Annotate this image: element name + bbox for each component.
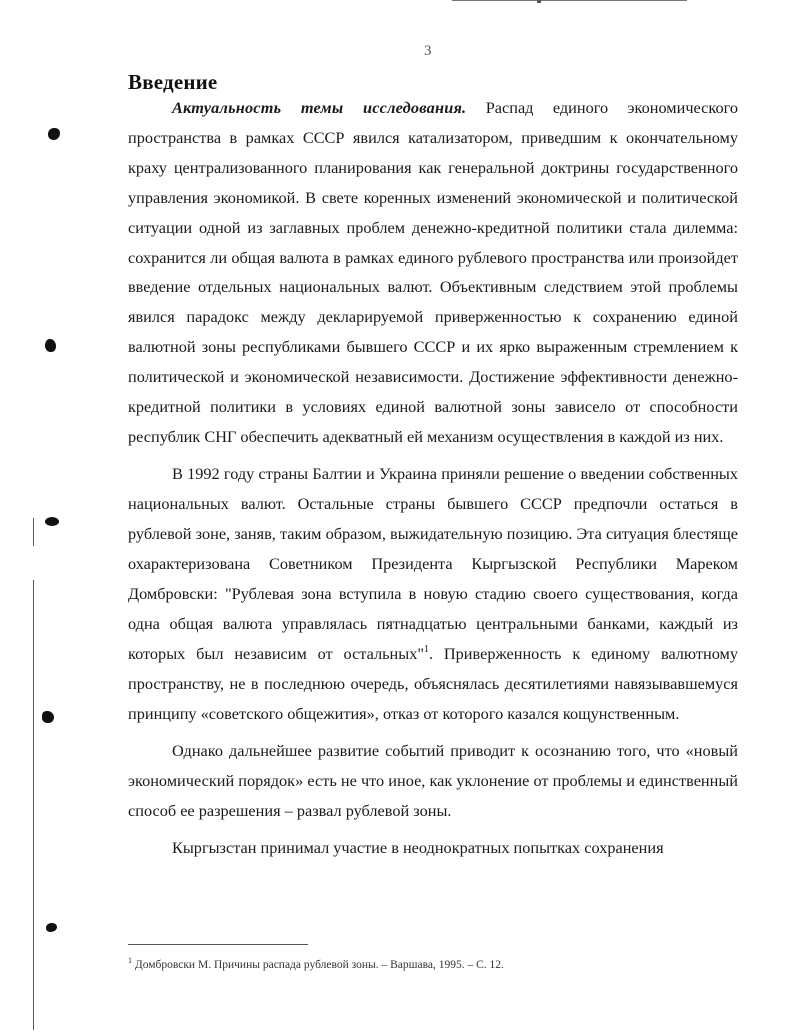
footnote-separator (128, 944, 308, 945)
paragraph: Кыргызстан принимал участие в неоднократных попытках сохранения (172, 838, 664, 858)
binding-hole-mark (48, 128, 60, 140)
paragraph-text: В 1992 году страны Балтии и Украина приняли решение о введении собственных национальных валют. Остальные страны бывшего СССР предпочли остаться в рублевой зоне, заняв, таким образом, выжидательную позицию. Эта ситуация блестяще охарактеризована Советником Президента Кыргызской Республики Мареком Домбровски: "Рублевая зона вступила в новую стадию своего существования, когда одна общая валюта управлялась пятнадцатью центральными банками, каждый из которых был независим от остальных" (128, 464, 738, 663)
paragraph-text: Распад единого экономического пространства в рамках СССР явился катализатором, приведшим к окончательному краху централизованного планирования как генеральной доктрины государственного управления экономикой. В свете коренных изменений экономической и политической ситуации одной из заглавных проблем денежно-кредитной политики стала дилемма: сохранится ли общая валюта в рамках единого рублевого пространства или произойдет введение отдельных национальных валют. Объективным следствием этой проблемы явился парадокс между декларируемой приверженностью к сохранению единой валютной зоны республиками бывшего СССР и их ярко выраженным стремлением к политической и экономической независимости. Достижение эффективности денежно-кредитной политики в условиях единой валютной зоны зависело от способности республик СНГ обеспечить адекватный ей механизм осуществления в каждой из них. (128, 98, 739, 446)
footnote (128, 956, 504, 971)
binding-hole-mark (46, 923, 57, 932)
paragraph-text: . Приверженность к единому валютному пространству, не в последнюю очередь, объяснялась десятилетиями навязывавшемуся принципу «советского общежития», отказ от которого казался кощунственным. (128, 643, 738, 723)
section-heading: Введение (128, 70, 218, 94)
top-scan-tick (537, 0, 541, 3)
page-number: 3 (424, 43, 432, 59)
top-scan-rule (452, 0, 687, 1)
footnote-text: Домбровски М. Причины распада рублевой зоны. – Варшава, 1995. – С. 12. (134, 958, 504, 971)
paragraph-lead: Актуальность темы исследования. (172, 98, 467, 117)
footnote-mark: 1 (128, 956, 132, 965)
paragraph (128, 459, 738, 728)
binding-hole-mark (45, 517, 59, 526)
footnote-reference: 1 (423, 643, 429, 655)
paragraph: Однако дальнейшее развитие событий приводит к осознанию того, что «новый экономический порядок» есть не что иное, как уклонение от проблемы и единственный способ ее разрешения – развал рублевой зоны. (128, 741, 738, 820)
binding-hole-mark (42, 711, 54, 723)
paragraph (128, 93, 738, 452)
scan-edge-line (33, 580, 34, 1030)
body-text (128, 93, 738, 863)
binding-hole-mark (45, 339, 56, 352)
scan-edge-line (33, 518, 34, 546)
